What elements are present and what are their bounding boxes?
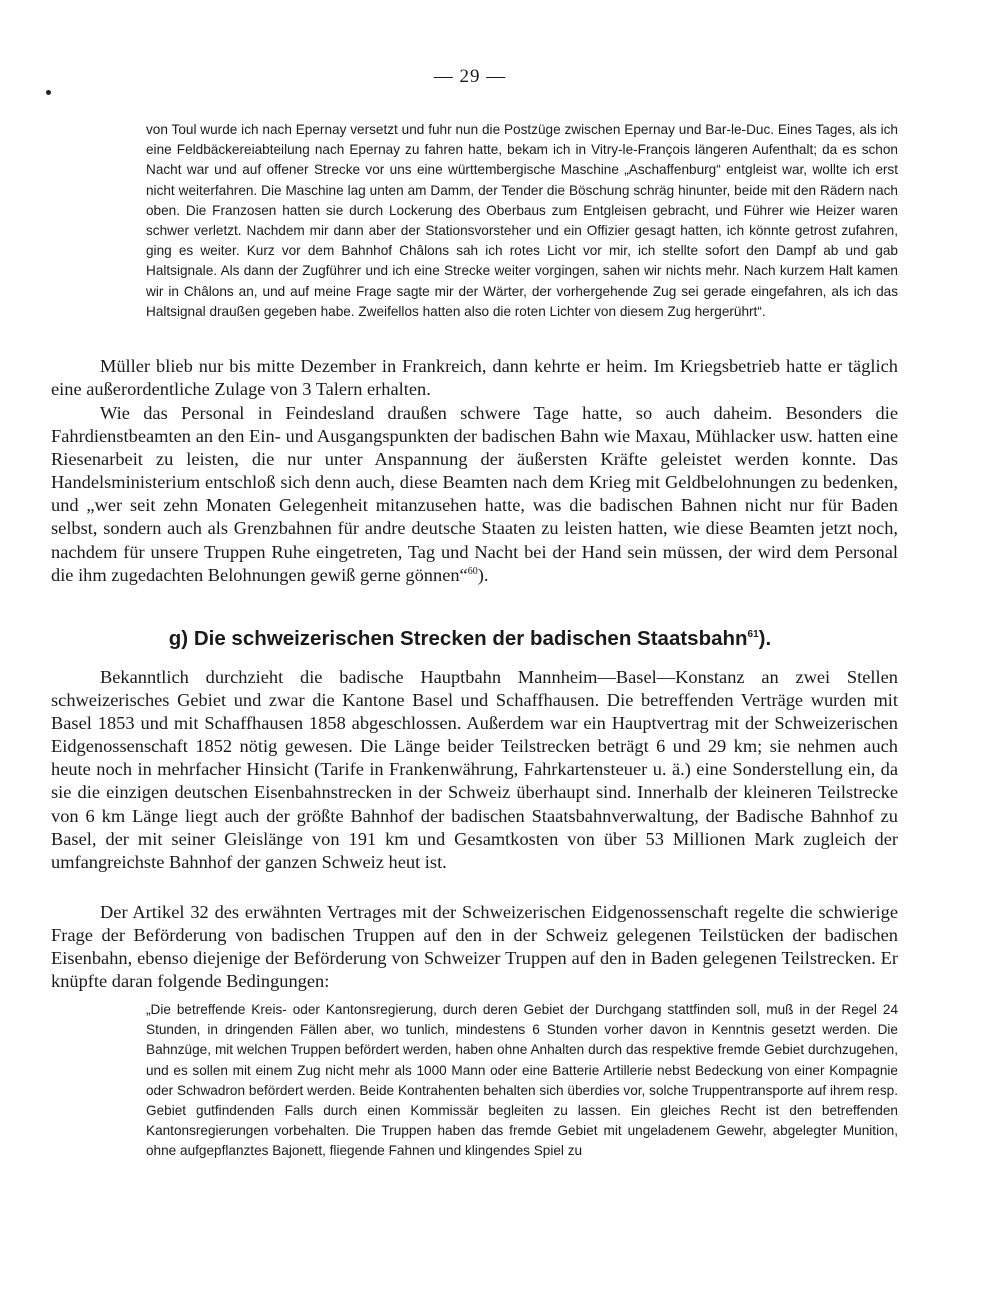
paragraph-mueller-return [51,355,898,401]
paragraph-swiss-routes [51,666,898,874]
quoted-account-block: von Toul wurde ich nach Epernay versetzt und fuhr nun die Postzüge zwischen Epernay und Bar-le-Duc. Eines Tages, als ich eine Feldbäckereiabteilung nach Epernay zu fahren hatte, bekam ich in Vitry-le-François längeren Aufenthalt; da es schon Nacht war und auf offener Strecke vor uns eine württembergische Maschine „Aschaffenburg“ entgleist war, wollte ich erst nicht weiterfahren. Die Maschine lag unten am Damm, der Tender die Böschung schräg hinunter, beide mit den Rädern nach oben. Die Franzosen hatten sie durch Lockerung des Oberbaus zum Entgleisen gebracht, und Führer wie Heizer waren schwer verletzt. Nachdem mir dann aber der Stationsvorsteher und ein Offizier gesagt hatten, ich könnte getrost zufahren, ging es weiter. Kurz vor dem Bahnhof Châlons sah ich rotes Licht vor mir, ich stellte sofort den Dampf ab und gab Haltsignale. Als dann der Zugführer und ich eine Strecke weiter vorgingen, sahen wir nichts mehr. Nach kurzem Halt kamen wir in Châlons an, und auf meine Frage sagte mir der Wärter, der vorhergehende Zug sei gerade eingefahren, als ich das Haltsignal draußen gegeben habe. Zweifellos hatten also die roten Lichter von diesem Zug hergerührt“. [146,122,898,319]
paragraph-text: Bekanntlich durchzieht die badische Hauptbahn Mannheim—Basel—Konstanz an zwei Stellen schweizerisches Gebiet und zwar die Kantone Basel und Schaffhausen. Die betreffenden Verträge wurden mit Basel 1853 und mit Schaffhausen 1858 abgeschlossen. Außerdem war ein Hauptvertrag mit der Schweizerischen Eidgenossenschaft 1852 nötig gewesen. Die Länge beider Teilstrecken beträgt 6 und 29 km; sie nehmen auch heute noch in mehrfacher Hinsicht (Tarife in Frankenwährung, Fahrkartensteuer u. ä.) eine Sonderstellung ein, da sie die einzigen deutschen Eisenbahnstrecken in der Schweiz überhaupt sind. Innerhalb der kleineren Teilstrecke von 6 km Länge liegt auch der größte Bahnhof der badischen Staatsbahnverwaltung, der Badische Bahnhof zu Basel, der mit seiner Gleislänge von 191 km und Gesamtkosten von über 53 Millionen Mark zugleich der umfangreichste Bahnhof der ganzen Schweiz heut ist. [51,667,898,872]
paragraph-text: Wie das Personal in Feindesland draußen schwere Tage hatte, so auch daheim. Besonders die Fahrdienstbeamten an den Ein- und Ausgangspunkten der badischen Bahn wie Maxau, Mühlacker usw. hatten eine Riesenarbeit zu leisten, die nur unter Anspannung der äußersten Kräfte geleistet werden konnte. Das Handelsministerium entschloß sich denn auch, diese Beamten nach dem Krieg mit Geldbelohnungen zu bedenken, und „wer seit zehn Monaten Gelegenheit mitanzusehen hatte, was die badischen Bahnen nicht nur für Baden selbst, sondern auch als Grenzbahnen für andre deutsche Staaten zu leisten hatten, wie diese Beamten jetzt noch, nachdem für unsere Truppen Ruhe eingetreten, Tag und Nacht bei der Hand sein müssen, der wird dem Personal die ihm zugedachten Belohnungen gewiß gerne gönnen“ [51,403,898,585]
section-heading-text: g) Die schweizerischen Strecken der badischen Staatsbahn [168,627,748,650]
section-heading [0,627,940,651]
section-heading-tail: ). [758,627,772,650]
quoted-treaty-conditions: „Die betreffende Kreis- oder Kantonsregierung, durch deren Gebiet der Durchgang stattfinden soll, muß in der Regel 24 Stunden, in dringenden Fällen aber, wo tunlich, mindestens 6 Stunden vorher davon in Kenntnis gesetzt werden. Die Bahnzüge, mit welchen Truppen befördert werden, haben ohne Anhalten durch das respektive fremde Gebiet durchzugehen, und es sollen mit einem Zug nicht mehr als 1000 Mann oder eine Batterie Artillerie nebst Bedeckung von einer Kompagnie oder Schwadron befördert werden. Beide Kontrahenten behalten sich überdies vor, solche Truppentransporte auf ihrem resp. Gebiet gutfindenden Falls durch einen Kommissär begleiten zu lassen. Ein gleiches Recht ist den betreffenden Kantonsregierungen vorbehalten. Die Truppen haben das fremde Gebiet mit ungeladenem Gewehr, abgelegter Munition, ohne aufgepflanztes Bajonett, fliegende Fahnen und klingendes Spiel zu [146,1002,898,1159]
paragraph-tail: ). [477,564,489,585]
paragraph-text: Müller blieb nur bis mitte Dezember in Frankreich, dann kehrte er heim. Im Kriegsbetrieb hatte er täglich eine außerordentliche Zulage von 3 Talern erhalten. [51,356,898,400]
page-number: — 29 — [433,66,507,87]
footnote-marker: 61 [747,629,759,641]
margin-dot [46,90,51,95]
paragraph-article-32 [51,901,898,993]
footnote-marker: 60 [467,565,478,577]
paragraph-personnel-home [51,402,898,587]
paragraph-text: Der Artikel 32 des erwähnten Vertrages mit der Schweizerischen Eidgenossenschaft regelte die schwierige Frage der Beförderung von badischen Truppen auf den in der Schweiz gelegenen Teilstücken der badischen Eisenbahn, ebenso diejenige der Beförderung von Schweizer Truppen auf den in Baden gelegenen Teilstrecken. Er knüpfte daran folgende Bedingungen: [51,902,898,992]
